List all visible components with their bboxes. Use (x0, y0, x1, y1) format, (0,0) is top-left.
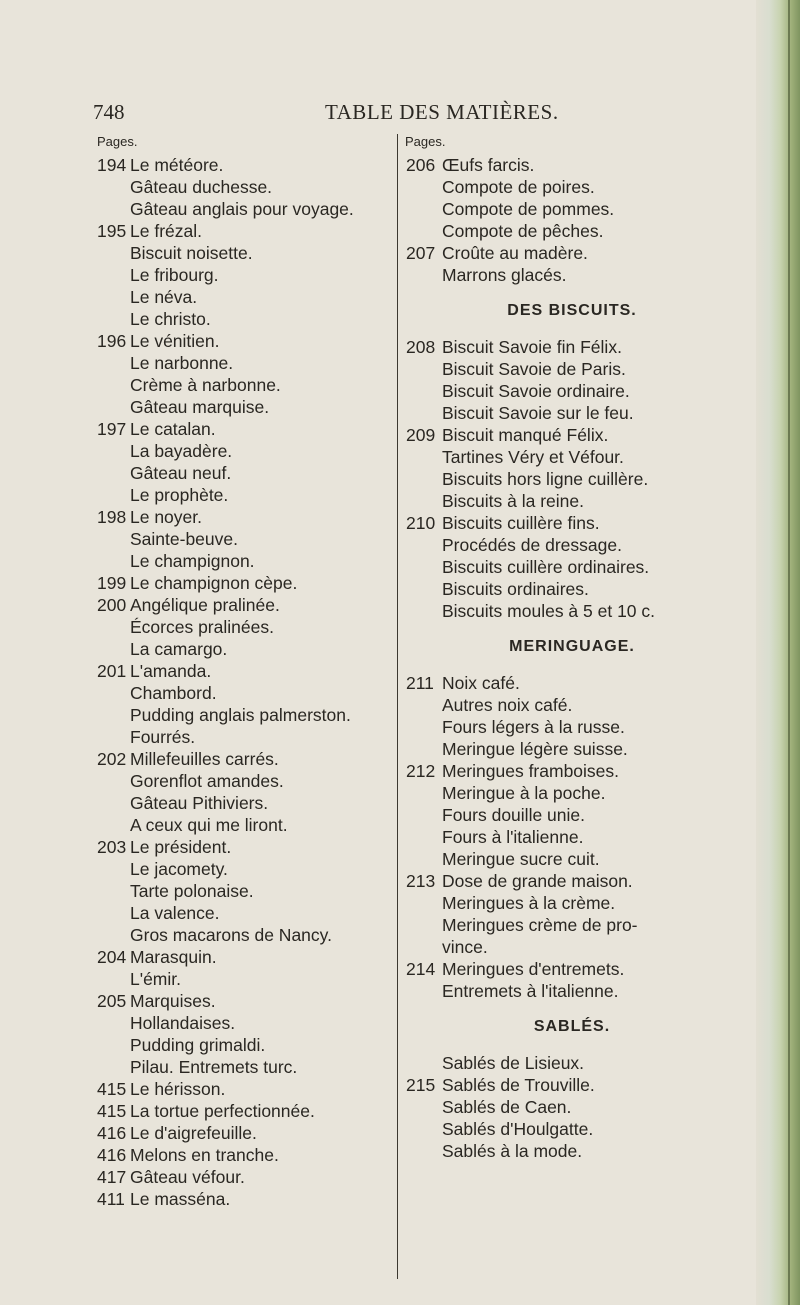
toc-entry (97, 1188, 397, 1210)
toc-entry (402, 198, 732, 220)
toc-entry (402, 760, 732, 782)
right-entry-list-1 (402, 154, 732, 286)
toc-entry (97, 770, 397, 792)
toc-entry-title: Tartines Véry et Véfour. (442, 447, 624, 467)
toc-page-number: 211 (406, 673, 434, 693)
toc-entry (97, 572, 397, 594)
toc-entry (402, 782, 732, 804)
toc-page-number: 415 (97, 1101, 127, 1121)
toc-entry-title: Fours légers à la russe. (442, 717, 625, 737)
toc-entry-title: Croûte au madère. (442, 243, 588, 263)
toc-entry-title: vince. (442, 937, 488, 957)
toc-entry (97, 990, 397, 1012)
toc-entry-title: Gorenflot amandes. (130, 771, 284, 791)
toc-entry-title: Biscuit noisette. (130, 243, 253, 263)
toc-entry-title: Millefeuilles carrés. (130, 749, 279, 769)
toc-entry-title: Gâteau neuf. (130, 463, 232, 483)
toc-entry (402, 980, 732, 1002)
toc-entry-title: Biscuit manqué Félix. (442, 425, 609, 445)
toc-entry (97, 902, 397, 924)
right-entry-list-sables (402, 1052, 732, 1162)
toc-entry (402, 578, 732, 600)
toc-page-number: 213 (406, 871, 436, 891)
toc-entry-title: Le frézal. (130, 221, 202, 241)
toc-entry (97, 418, 397, 440)
toc-entry (97, 836, 397, 858)
toc-page-number: 206 (406, 155, 436, 175)
toc-entry-title: Gâteau duchesse. (130, 177, 273, 197)
toc-entry-title: Dose de grande maison. (442, 871, 633, 891)
toc-entry-title: Hollandaises. (130, 1013, 236, 1033)
toc-entry (97, 1100, 397, 1122)
toc-entry-title: Fours à l'italienne. (442, 827, 584, 847)
toc-entry (97, 1144, 397, 1166)
toc-entry-title: Meringues crème de pro- (442, 915, 638, 935)
toc-page-number: 416 (97, 1123, 127, 1143)
toc-entry-title: Écorces pralinées. (130, 617, 274, 637)
toc-entry-title: Biscuit Savoie sur le feu. (442, 403, 634, 423)
toc-entry (97, 858, 397, 880)
toc-entry (97, 1122, 397, 1144)
page-edge (756, 0, 800, 1305)
toc-entry-title: Le néva. (130, 287, 198, 307)
toc-entry-title: Autres noix café. (442, 695, 573, 715)
toc-entry-title: Le catalan. (130, 419, 216, 439)
toc-entry-title: Compote de pommes. (442, 199, 615, 219)
toc-entry (97, 704, 397, 726)
toc-entry-title: Meringues d'entremets. (442, 959, 625, 979)
toc-entry-title: Gâteau marquise. (130, 397, 270, 417)
toc-entry-title: Biscuit Savoie ordinaire. (442, 381, 630, 401)
toc-entry (97, 528, 397, 550)
toc-page-number: 212 (406, 761, 436, 781)
toc-entry-title: Marasquin. (130, 947, 217, 967)
pages-label: Pages. (97, 134, 138, 149)
toc-entry (97, 352, 397, 374)
toc-entry (402, 154, 732, 176)
toc-entry-title: Le prophète. (130, 485, 229, 505)
toc-entry-title: Sablés de Caen. (442, 1097, 572, 1117)
toc-page-number: 198 (97, 507, 127, 527)
right-column (402, 130, 732, 1162)
toc-entry-title: Meringue à la poche. (442, 783, 606, 803)
toc-page-number: 202 (97, 749, 127, 769)
toc-entry (97, 154, 397, 176)
toc-entry (402, 556, 732, 578)
toc-entry-title: Meringue sucre cuit. (442, 849, 600, 869)
toc-entry-title: Marrons glacés. (442, 265, 567, 285)
toc-entry (97, 1166, 397, 1188)
toc-entry (97, 660, 397, 682)
page-title: TABLE DES MATIÈRES. (325, 100, 559, 124)
toc-entry-title: Meringues à la crème. (442, 893, 616, 913)
toc-entry (97, 484, 397, 506)
toc-entry (97, 462, 397, 484)
toc-entry (402, 694, 732, 716)
toc-entry (402, 870, 732, 892)
toc-entry (97, 748, 397, 770)
toc-entry (97, 330, 397, 352)
toc-entry (97, 286, 397, 308)
toc-entry (97, 814, 397, 836)
toc-entry (402, 892, 732, 914)
toc-entry-title: Pudding anglais palmerston. (130, 705, 351, 725)
toc-entry (97, 440, 397, 462)
toc-entry (97, 242, 397, 264)
toc-page-number: 411 (97, 1189, 125, 1209)
toc-page-number: 196 (97, 331, 127, 351)
toc-entry-title: Sainte-beuve. (130, 529, 238, 549)
toc-page-number: 199 (97, 573, 127, 593)
toc-entry-title: L'émir. (130, 969, 181, 989)
toc-entry-title: Chambord. (130, 683, 217, 703)
toc-entry-title: Melons en tranche. (130, 1145, 279, 1165)
section-heading-sables: SABLÉS. (533, 1018, 611, 1035)
toc-entry (402, 826, 732, 848)
toc-entry-title: Gâteau véfour. (130, 1167, 245, 1187)
toc-entry (97, 726, 397, 748)
toc-entry-title: La camargo. (130, 639, 228, 659)
toc-entry (402, 1074, 732, 1096)
toc-entry-title: Le champignon. (130, 551, 255, 571)
toc-entry (402, 402, 732, 424)
toc-entry (97, 1012, 397, 1034)
toc-entry-title: Angélique pralinée. (130, 595, 280, 615)
toc-entry (402, 424, 732, 446)
toc-entry (97, 506, 397, 528)
page-number: 748 (93, 100, 125, 124)
toc-page-number: 201 (97, 661, 127, 681)
toc-entry (97, 550, 397, 572)
toc-entry (97, 616, 397, 638)
toc-page-number: 209 (406, 425, 436, 445)
toc-entry (402, 242, 732, 264)
toc-page-number: 415 (97, 1079, 127, 1099)
toc-entry (402, 804, 732, 826)
toc-entry-title: Gâteau Pithiviers. (130, 793, 269, 813)
toc-entry-title: Pudding grimaldi. (130, 1035, 266, 1055)
toc-entry-title: Le fribourg. (130, 265, 219, 285)
toc-page-number: 210 (406, 513, 436, 533)
toc-entry (402, 936, 732, 958)
toc-entry (402, 512, 732, 534)
toc-entry-title: Fours douille unie. (442, 805, 585, 825)
toc-entry (97, 968, 397, 990)
toc-entry (402, 1118, 732, 1140)
toc-entry-title: Œufs farcis. (442, 155, 535, 175)
toc-entry-title: Fourrés. (130, 727, 196, 747)
toc-page-number: 207 (406, 243, 436, 263)
toc-entry (402, 468, 732, 490)
toc-entry-title: Le président. (130, 837, 232, 857)
toc-entry (97, 792, 397, 814)
toc-entry-title: Le champignon cèpe. (130, 573, 298, 593)
toc-entry (402, 914, 732, 936)
left-column (97, 130, 397, 1210)
toc-entry (402, 336, 732, 358)
toc-entry (402, 264, 732, 286)
toc-entry-title: Le christo. (130, 309, 211, 329)
toc-entry-title: Biscuit Savoie de Paris. (442, 359, 626, 379)
toc-entry-title: Biscuits à la reine. (442, 491, 585, 511)
toc-page-number: 208 (406, 337, 436, 357)
page-header (93, 100, 733, 130)
toc-entry (402, 958, 732, 980)
toc-entry-title: Entremets à l'italienne. (442, 981, 619, 1001)
toc-entry-title: Le météore. (130, 155, 224, 175)
toc-page-number: 417 (97, 1167, 127, 1187)
pages-label: Pages. (405, 134, 446, 149)
toc-entry (97, 1034, 397, 1056)
toc-entry-title: La valence. (130, 903, 220, 923)
toc-page-number: 214 (406, 959, 436, 979)
toc-entry (402, 1052, 732, 1074)
toc-entry-title: Meringue légère suisse. (442, 739, 628, 759)
toc-entry (402, 1096, 732, 1118)
toc-entry-title: Crème à narbonne. (130, 375, 281, 395)
toc-entry (97, 880, 397, 902)
toc-entry-title: Le vénitien. (130, 331, 220, 351)
toc-entry-title: Biscuits ordinaires. (442, 579, 589, 599)
toc-entry (97, 374, 397, 396)
toc-entry (402, 1140, 732, 1162)
toc-entry-title: A ceux qui me liront. (130, 815, 288, 835)
toc-entry (402, 738, 732, 760)
toc-page-number: 416 (97, 1145, 127, 1165)
toc-entry (97, 924, 397, 946)
toc-entry-title: Meringues framboises. (442, 761, 620, 781)
toc-entry-title: Sablés d'Houlgatte. (442, 1119, 594, 1139)
toc-entry (97, 176, 397, 198)
toc-entry (402, 358, 732, 380)
toc-entry (97, 198, 397, 220)
section-heading-meringuage: MERINGUAGE. (509, 638, 635, 655)
toc-entry (402, 490, 732, 512)
toc-entry-title: Gâteau anglais pour voyage. (130, 199, 354, 219)
toc-entry (97, 1078, 397, 1100)
toc-entry (402, 716, 732, 738)
toc-entry (402, 220, 732, 242)
toc-entry (97, 308, 397, 330)
toc-entry-title: Pilau. Entremets turc. (130, 1057, 298, 1077)
toc-entry-title: Tarte polonaise. (130, 881, 254, 901)
toc-entry-title: Biscuits cuillère ordinaires. (442, 557, 650, 577)
right-entry-list-meringuage (402, 672, 732, 1002)
toc-entry (402, 176, 732, 198)
toc-entry-title: Le masséna. (130, 1189, 231, 1209)
toc-page-number: 195 (97, 221, 127, 241)
toc-page-number: 203 (97, 837, 127, 857)
toc-entry (97, 682, 397, 704)
toc-entry-title: Biscuits hors ligne cuillère. (442, 469, 649, 489)
right-entry-list-biscuits (402, 336, 732, 622)
toc-page-number: 200 (97, 595, 127, 615)
toc-entry-title: Biscuits cuillère fins. (442, 513, 600, 533)
toc-entry (402, 848, 732, 870)
toc-entry-title: Sablés de Lisieux. (442, 1053, 585, 1073)
toc-entry (402, 600, 732, 622)
toc-page-number: 215 (406, 1075, 436, 1095)
toc-page-number: 197 (97, 419, 127, 439)
left-entry-list (97, 154, 397, 1210)
toc-entry (97, 946, 397, 968)
toc-entry-title: Sablés de Trouville. (442, 1075, 595, 1095)
toc-entry (402, 446, 732, 468)
toc-entry-title: Gros macarons de Nancy. (130, 925, 332, 945)
toc-entry-title: Sablés à la mode. (442, 1141, 583, 1161)
toc-page-number: 205 (97, 991, 127, 1011)
toc-entry-title: Procédés de dressage. (442, 535, 622, 555)
toc-entry-title: Compote de poires. (442, 177, 595, 197)
toc-entry-title: La bayadère. (130, 441, 233, 461)
toc-page-number: 194 (97, 155, 127, 175)
toc-entry (97, 594, 397, 616)
section-heading-biscuits: DES BISCUITS. (507, 302, 637, 319)
toc-entry-title: Biscuits moules à 5 et 10 c. (442, 601, 656, 621)
toc-entry-title: Compote de pêches. (442, 221, 604, 241)
toc-entry-title: Le d'aigrefeuille. (130, 1123, 257, 1143)
toc-entry-title: Le narbonne. (130, 353, 234, 373)
toc-entry-title: Marquises. (130, 991, 216, 1011)
toc-entry (402, 672, 732, 694)
toc-entry-title: La tortue perfectionnée. (130, 1101, 315, 1121)
toc-entry-title: Le jacomety. (130, 859, 228, 879)
toc-entry-title: Le hérisson. (130, 1079, 226, 1099)
toc-entry-title: Biscuit Savoie fin Félix. (442, 337, 622, 357)
toc-entry (97, 638, 397, 660)
toc-entry (97, 220, 397, 242)
toc-entry (402, 380, 732, 402)
toc-page-number: 204 (97, 947, 127, 967)
toc-entry-title: Noix café. (442, 673, 520, 693)
column-divider (397, 134, 398, 1279)
toc-entry (402, 534, 732, 556)
toc-entry (97, 1056, 397, 1078)
toc-entry (97, 396, 397, 418)
page-edge-line (788, 0, 790, 1305)
toc-entry-title: Le noyer. (130, 507, 202, 527)
toc-entry (97, 264, 397, 286)
toc-entry-title: L'amanda. (130, 661, 212, 681)
